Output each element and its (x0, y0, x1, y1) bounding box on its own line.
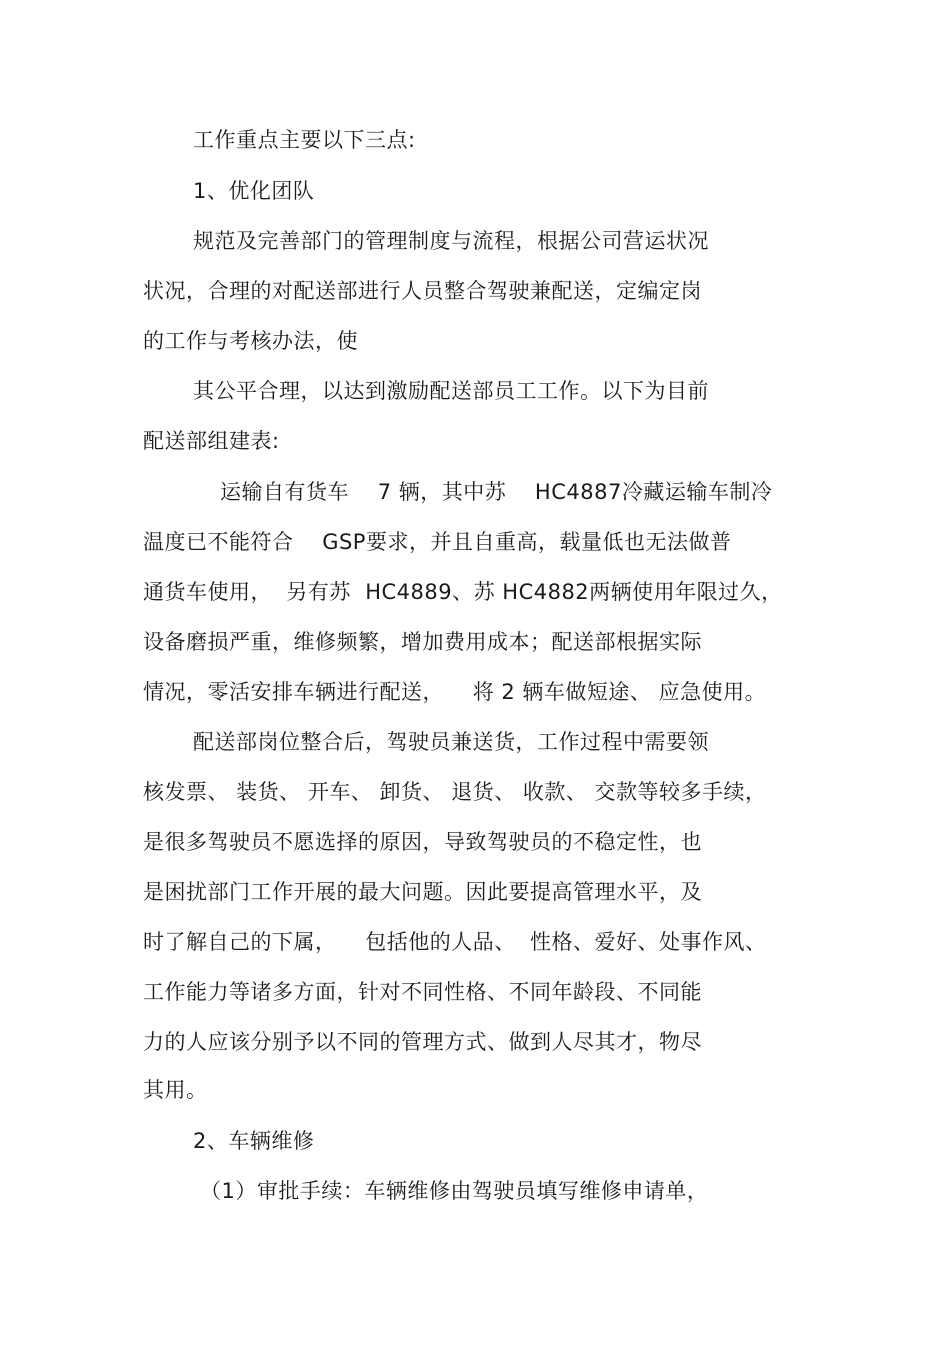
text-line: 温度已不能符合 GSP要求，并且自重高，载量低也无法做普 (143, 530, 732, 554)
text-line: 配送部岗位整合后，驾驶员兼送货，工作过程中需要领 (193, 730, 709, 754)
text-line: 是很多驾驶员不愿选择的原因，导致驾驶员的不稳定性，也 (143, 830, 702, 854)
text-line: 通货车使用， 另有苏 HC4889、苏 HC4882两辆使用年限过久， (143, 580, 783, 604)
text-line: 是困扰部门工作开展的最大问题。因此要提高管理水平，及 (143, 880, 702, 904)
text-line: 配送部组建表: (143, 429, 280, 453)
text-line: 情况，零活安排车辆进行配送， 将 2 辆车做短途、 应急使用。 (143, 680, 767, 704)
text-line: 力的人应该分别予以不同的管理方式、做到人尽其才，物尽 (143, 1030, 702, 1054)
text-line: 状况，合理的对配送部进行人员整合驾驶兼配送，定编定岗 (143, 279, 702, 303)
text-line: 核发票、 装货、 开车、 卸货、 退货、 收款、 交款等较多手续， (143, 780, 767, 804)
text-line: 其用。 (143, 1078, 208, 1102)
section-heading: 1、优化团队 (193, 179, 315, 203)
text-line: 运输自有货车 7 辆，其中苏 HC4887冷藏运输车制冷 (220, 480, 773, 504)
text-line: 的工作与考核办法，使 (143, 329, 358, 353)
text-line: 规范及完善部门的管理制度与流程，根据公司营运状况 (193, 229, 709, 253)
text-line: 设备磨损严重，维修频繁，增加费用成本；配送部根据实际 (143, 630, 702, 654)
text-line: 工作能力等诸多方面，针对不同性格、不同年龄段、不同能 (143, 980, 702, 1004)
section-heading: 2、车辆维修 (193, 1129, 315, 1153)
text-line: （1）审批手续：车辆维修由驾驶员填写维修申请单， (200, 1179, 709, 1203)
text-line: 其公平合理，以达到激励配送部员工工作。以下为目前 (193, 379, 709, 403)
text-line: 时了解自己的下属， 包括他的人品、 性格、爱好、处事作风、 (143, 930, 767, 954)
text-line: 工作重点主要以下三点: (193, 128, 416, 152)
